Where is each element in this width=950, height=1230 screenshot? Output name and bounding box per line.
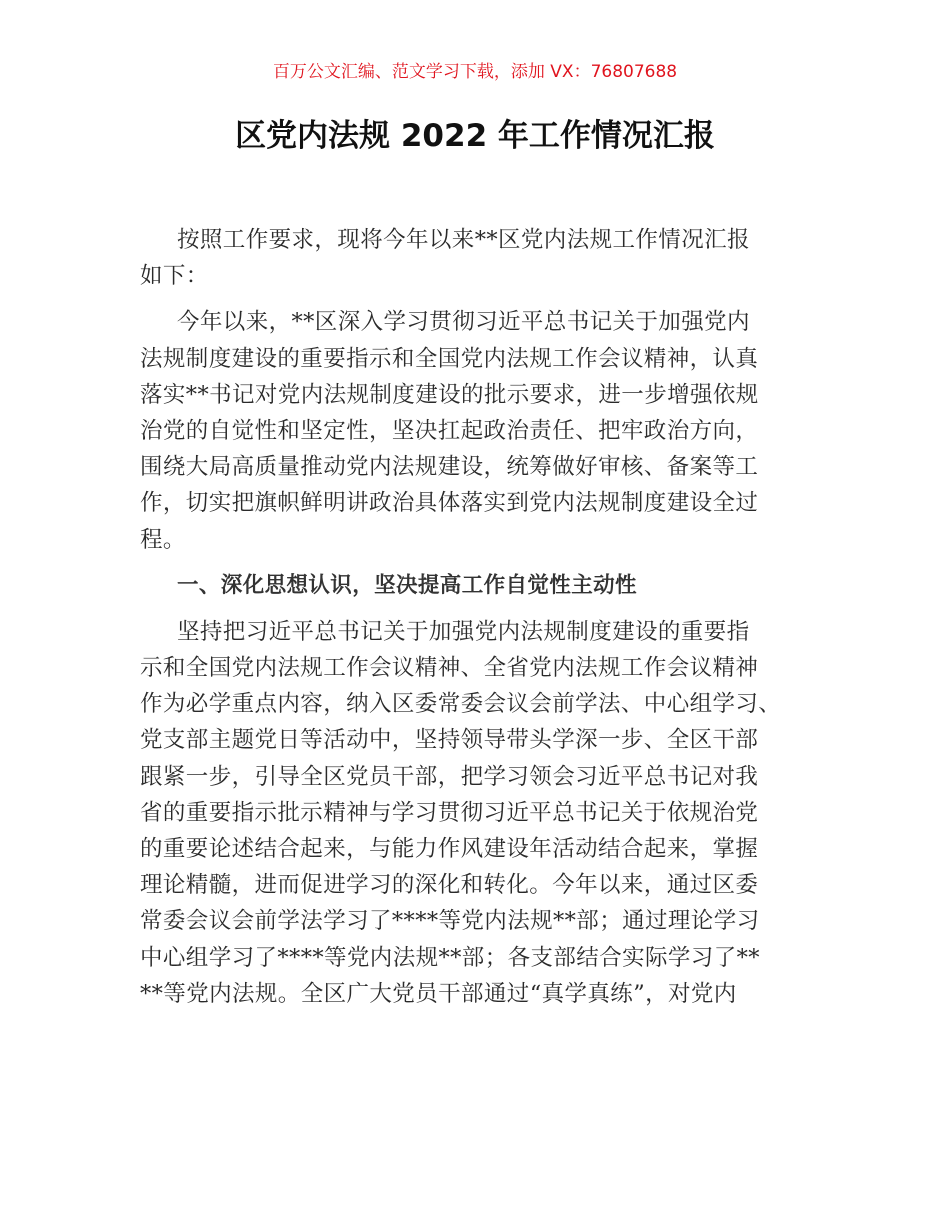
text-line: 中心组学习了****等党内法规**部；各支部结合实际学习了** (140, 944, 760, 971)
text-line: 理论精髓，进而促进学习的深化和转化。今年以来，通过区委 (140, 872, 759, 899)
text-line: 治党的自觉性和坚定性，坚决扛起政治责任、把牢政治方向， (140, 418, 759, 445)
text-line: 党支部主题党日等活动中，坚持领导带头学深一步、全区干部 (140, 727, 759, 754)
text-line: 程。 (140, 526, 186, 553)
section-heading: 一、深化思想认识，坚决提高工作自觉性主动性 (177, 572, 637, 598)
text-line: 作为必学重点内容，纳入区委常委会议会前学法、中心组学习、 (140, 691, 782, 718)
text-line: 坚持把习近平总书记关于加强党内法规制度建设的重要指 (177, 618, 750, 645)
overview-paragraph (140, 304, 830, 557)
intro-paragraph (140, 222, 830, 294)
section-paragraph (140, 614, 830, 1012)
document-body (140, 222, 830, 1022)
text-line: 围绕大局高质量推动党内法规建设，统筹做好审核、备案等工 (140, 454, 759, 481)
text-line: **等党内法规。全区广大党员干部通过“真学真练”，对党内 (140, 980, 737, 1007)
text-line: 的重要论述结合起来，与能力作风建设年活动结合起来，掌握 (140, 836, 759, 863)
text-line: 法规制度建设的重要指示和全国党内法规工作会议精神，认真 (140, 345, 759, 372)
text-line: 今年以来，**区深入学习贯彻习近平总书记关于加强党内 (177, 309, 750, 336)
text-line: 跟紧一步，引导全区党员干部，把学习领会习近平总书记对我 (140, 763, 759, 790)
document-title: 区党内法规 2022 年工作情况汇报 (235, 118, 715, 154)
text-line: 常委会议会前学法学习了****等党内法规**部；通过理论学习 (140, 908, 760, 935)
text-line: 省的重要指示批示精神与学习贯彻习近平总书记关于依规治党 (140, 799, 759, 826)
watermark-banner: 百万公文汇编、范文学习下载，添加 VX：76807688 (272, 62, 678, 82)
text-line: 按照工作要求，现将今年以来**区党内法规工作情况汇报 (177, 227, 750, 253)
text-line: 作，切实把旗帜鲜明讲政治具体落实到党内法规制度建设全过 (140, 490, 759, 517)
text-line: 落实**书记对党内法规制度建设的批示要求，进一步增强依规 (140, 381, 759, 408)
text-line: 示和全国党内法规工作会议精神、全省党内法规工作会议精神 (140, 655, 759, 682)
text-line: 如下： (140, 263, 209, 290)
